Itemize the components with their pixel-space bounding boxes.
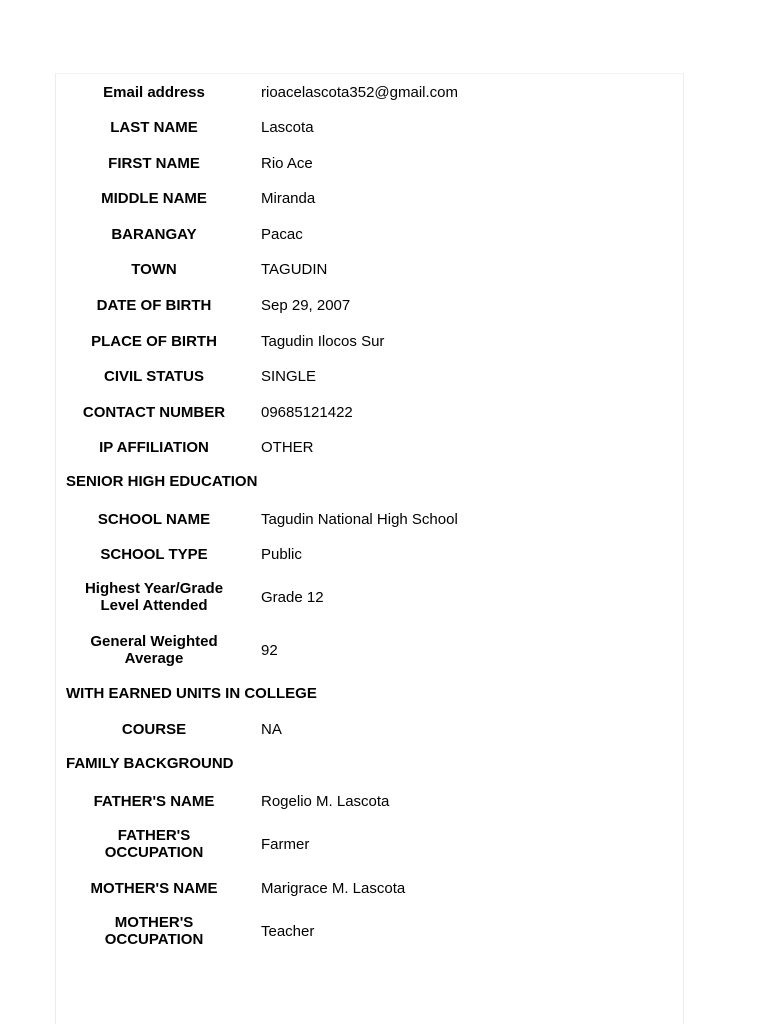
field-row-mothers-occupation [56, 914, 683, 948]
field-label: CONTACT NUMBER [82, 403, 226, 421]
field-value: SINGLE [261, 367, 317, 385]
field-label: CIVIL STATUS [103, 367, 204, 385]
field-value: OTHER [261, 438, 314, 456]
field-row-place-of-birth [56, 331, 683, 351]
field-value: 09685121422 [261, 403, 353, 421]
field-row-barangay [56, 224, 683, 244]
field-value: Lascota [261, 118, 314, 136]
field-label [56, 827, 252, 861]
field-value: Rio Ace [261, 154, 313, 172]
field-value: Farmer [261, 835, 310, 853]
field-label-line: Average [124, 650, 184, 667]
field-label-line: FATHER'S [117, 827, 191, 844]
field-row-last-name [56, 117, 683, 137]
field-label: Email address [103, 83, 205, 101]
field-label: SCHOOL NAME [97, 510, 211, 528]
field-row-course [56, 719, 683, 739]
field-label-line: Level Attended [100, 597, 208, 614]
field-label: BARANGAY [111, 225, 197, 243]
field-value: NA [261, 720, 282, 738]
field-value: rioacelascota352@gmail.com [261, 83, 458, 101]
field-label-line: OCCUPATION [104, 931, 204, 948]
field-row-highest-grade [56, 580, 683, 614]
field-row-contact-number [56, 402, 683, 422]
field-row-civil-status [56, 366, 683, 386]
field-label [56, 580, 252, 614]
field-row-date-of-birth [56, 295, 683, 315]
field-value: Public [261, 545, 302, 563]
field-value: Teacher [261, 922, 315, 940]
field-label: DATE OF BIRTH [96, 296, 212, 314]
field-row-gwa [56, 633, 683, 667]
field-label-line: OCCUPATION [104, 844, 204, 861]
field-label [56, 914, 252, 948]
section-heading-college: WITH EARNED UNITS IN COLLEGE [66, 685, 317, 702]
field-label: IP AFFILIATION [99, 438, 209, 456]
field-label: MOTHER'S NAME [90, 879, 218, 897]
field-value: Miranda [261, 189, 316, 207]
field-label: COURSE [121, 720, 187, 738]
field-value: Sep 29, 2007 [261, 296, 351, 314]
field-value: 92 [261, 641, 278, 659]
field-value: Pacac [261, 225, 303, 243]
field-row-first-name [56, 153, 683, 173]
field-label-line: General Weighted [90, 633, 218, 650]
field-row-middle-name [56, 188, 683, 208]
section-heading-senior-high: SENIOR HIGH EDUCATION [66, 473, 258, 490]
field-row-ip-affiliation [56, 437, 683, 457]
field-value: Tagudin National High School [261, 510, 458, 528]
form-response-sheet [55, 73, 684, 1024]
field-label: MIDDLE NAME [101, 189, 207, 207]
field-row-email [56, 82, 683, 102]
field-label: FIRST NAME [108, 154, 200, 172]
field-value: Rogelio M. Lascota [261, 792, 390, 810]
field-row-town [56, 259, 683, 279]
field-label: FATHER'S NAME [93, 792, 215, 810]
field-value: Grade 12 [261, 588, 324, 606]
field-label [56, 633, 252, 667]
section-heading-family: FAMILY BACKGROUND [66, 755, 234, 772]
field-value: Marigrace M. Lascota [261, 879, 406, 897]
field-row-school-type [56, 544, 683, 564]
field-row-school-name [56, 509, 683, 529]
field-row-fathers-name [56, 791, 683, 811]
field-value: Tagudin Ilocos Sur [261, 332, 385, 350]
field-label-line: Highest Year/Grade [84, 580, 224, 597]
field-row-mothers-name [56, 878, 683, 898]
field-label: SCHOOL TYPE [100, 545, 208, 563]
field-label-line: MOTHER'S [114, 914, 194, 931]
field-label: TOWN [131, 260, 177, 278]
field-value: TAGUDIN [261, 260, 328, 278]
field-label: PLACE OF BIRTH [91, 332, 217, 350]
field-label: LAST NAME [110, 118, 198, 136]
field-row-fathers-occupation [56, 827, 683, 861]
